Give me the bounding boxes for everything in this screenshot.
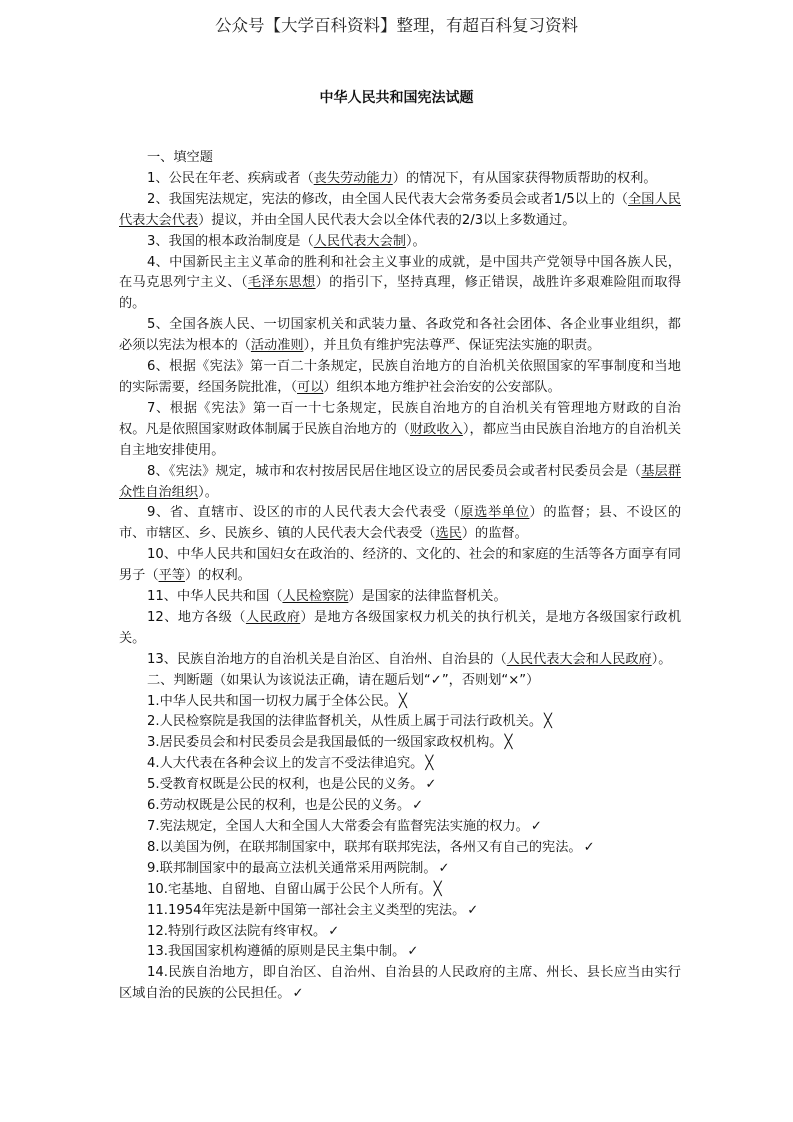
fill-question-list bbox=[119, 169, 681, 671]
question-text: ）。 bbox=[651, 651, 672, 667]
fill-question bbox=[119, 232, 681, 253]
fill-question bbox=[119, 357, 681, 399]
fill-question bbox=[119, 587, 681, 608]
answer-underlined: 毛泽东思想 bbox=[247, 275, 316, 291]
judge-statement: 11.1954年宪法是新中国第一部社会主义类型的宪法。 bbox=[147, 902, 466, 918]
answer-underlined: 活动准则 bbox=[250, 338, 304, 354]
judge-question bbox=[119, 692, 681, 713]
question-text: ）组织本地方维护社会治安的公安部队。 bbox=[323, 379, 561, 395]
fill-question bbox=[119, 169, 681, 190]
question-text: 12、地方各级（ bbox=[147, 609, 246, 625]
judge-question bbox=[119, 942, 681, 963]
fill-question bbox=[119, 545, 681, 587]
check-mark-icon: ✓ bbox=[407, 944, 419, 960]
answer-underlined: 基层群众性自治组织 bbox=[119, 463, 682, 500]
cross-mark-icon: ╳ bbox=[544, 714, 552, 730]
cross-mark-icon: ╳ bbox=[433, 881, 442, 897]
question-text: ）的监督。 bbox=[461, 526, 528, 542]
judge-statement: 8.以美国为例，在联邦制国家中，联邦有联邦宪法，各州又有自己的宪法。 bbox=[147, 839, 582, 855]
judge-question bbox=[119, 817, 681, 838]
question-text: 13、民族自治地方的自治机关是自治区、自治州、自治县的（ bbox=[147, 651, 507, 667]
section-heading-fill: 一、填空题 bbox=[147, 150, 213, 165]
judge-question bbox=[119, 775, 681, 796]
answer-underlined: 财政收入 bbox=[409, 421, 463, 437]
question-text: ）是国家的法律监督机关。 bbox=[348, 589, 507, 605]
question-text: ）的权利。 bbox=[184, 568, 251, 584]
question-text: ）的情况下，有从国家获得物质帮助的权利。 bbox=[392, 170, 657, 186]
question-text: 11、中华人民共和国（ bbox=[147, 589, 283, 605]
question-text: ），并且负有维护宪法尊严、保证宪法实施的职责。 bbox=[303, 338, 601, 354]
cross-mark-icon: ╳ bbox=[504, 735, 513, 751]
judge-question bbox=[119, 880, 681, 901]
judge-statement: 2.人民检察院是我国的法律监督机关，从性质上属于司法行政机关。 bbox=[147, 714, 543, 730]
question-text: ）。 bbox=[405, 233, 426, 249]
fill-question bbox=[119, 253, 681, 316]
fill-question bbox=[119, 503, 681, 545]
fill-question bbox=[119, 650, 681, 671]
check-mark-icon: ✓ bbox=[412, 798, 424, 814]
judge-question bbox=[119, 754, 681, 775]
judge-statement: 3.居民委员会和村民委员会是我国最低的一级国家政权机构。 bbox=[147, 735, 503, 751]
check-mark-icon: ✓ bbox=[467, 902, 479, 918]
judge-question bbox=[119, 838, 681, 859]
question-text: 8、《宪法》规定，城市和农村按居民居住地区设立的居民委员会或者村民委员会是（ bbox=[147, 463, 642, 479]
judge-question bbox=[119, 859, 681, 880]
page-header: 公众号【大学百科资料】整理，有超百科复习资料 bbox=[215, 16, 578, 35]
question-text: 4、中国新民主主义革命的胜利和社会主义事业的成就，是中国共产党领导中国各族人民，在马克思列宁主义、（ bbox=[119, 254, 681, 291]
section-heading-judge: 二、判断题（如果认为该说法正确，请在题后划“✓”，否则划“×”） bbox=[147, 672, 540, 688]
check-mark-icon: ✓ bbox=[328, 923, 340, 939]
judge-statement: 6.劳动权既是公民的权利，也是公民的义务。 bbox=[147, 798, 411, 814]
check-mark-icon: ✓ bbox=[530, 819, 542, 834]
judge-question bbox=[119, 712, 681, 733]
answer-underlined: 丧失劳动能力 bbox=[313, 170, 393, 186]
judge-statement: 9.联邦制国家中的最高立法机关通常采用两院制。 bbox=[147, 860, 437, 876]
judge-statement: 12.特别行政区法院有终审权。 bbox=[147, 923, 327, 939]
fill-question bbox=[119, 399, 681, 462]
check-mark-icon: ✓ bbox=[425, 777, 437, 793]
answer-underlined: 人民检察院 bbox=[282, 589, 349, 605]
question-text: 5、全国各族人民、一切国家机关和武装力量、各政党和各社会团体、各企业事业组织，都必须以宪法为根本的（ bbox=[119, 317, 681, 354]
question-text: ）的监督；县、不设区的市、市辖区、乡、民族乡、镇的人民代表大会代表受（ bbox=[119, 505, 682, 542]
question-text: 6、根据《宪法》第一百二十条规定，民族自治地方的自治机关依照国家的军事制度和当地的实际需要，经国务院批准，（ bbox=[119, 359, 681, 395]
document-body bbox=[119, 148, 681, 1005]
answer-underlined: 平等 bbox=[158, 568, 185, 584]
cross-mark-icon: ╳ bbox=[398, 693, 407, 709]
judge-statement: 1.中华人民共和国一切权力属于全体公民。 bbox=[147, 693, 397, 709]
page-title: 中华人民共和国宪法试题 bbox=[319, 90, 474, 106]
judge-statement: 10.宅基地、自留地、自留山属于公民个人所有。 bbox=[147, 881, 432, 897]
question-text: 10、中华人民共和国妇女在政治的、经济的、文化的、社会的和家庭的生活等各方面享有同男子（ bbox=[119, 547, 681, 584]
question-text: 9、省、直辖市、设区的市的人民代表大会代表受（ bbox=[147, 505, 461, 521]
question-text: 1、公民在年老、疾病或者（ bbox=[147, 170, 314, 186]
question-text: 7、根据《宪法》第一百一十七条规定，民族自治地方的自治机关有管理地方财政的自治权。凡是依照国家财政体制属于民族自治地方的（ bbox=[119, 400, 681, 437]
judge-statement: 4.人大代表在各种会议上的发言不受法律追究。 bbox=[147, 756, 424, 772]
check-mark-icon: ✓ bbox=[438, 860, 450, 876]
judge-question bbox=[119, 901, 681, 922]
question-text: ）的指引下，坚持真理，修正错误，战胜许多艰难险阻而取得的。 bbox=[119, 275, 682, 312]
fill-question bbox=[119, 315, 681, 357]
check-mark-icon: ✓ bbox=[583, 839, 595, 855]
judge-question bbox=[119, 963, 681, 1005]
judge-question bbox=[119, 733, 681, 754]
fill-question bbox=[119, 190, 681, 232]
question-text: ）。 bbox=[198, 484, 218, 500]
judge-statement: 5.受教育权既是公民的权利，也是公民的义务。 bbox=[147, 777, 424, 793]
cross-mark-icon: ╳ bbox=[425, 756, 434, 772]
answer-underlined: 选民 bbox=[435, 526, 462, 542]
question-text: ）是地方各级国家权力机关的执行机关，是地方各级国家行政机关。 bbox=[119, 609, 682, 646]
judge-question-list bbox=[119, 692, 681, 1006]
answer-underlined: 人民政府 bbox=[245, 609, 301, 625]
fill-question bbox=[119, 608, 681, 650]
judge-question bbox=[119, 796, 681, 817]
fill-question bbox=[119, 462, 681, 504]
judge-statement: 7.宪法规定，全国人大和全国人大常委会有监督宪法实施的权力。 bbox=[147, 819, 529, 834]
judge-statement: 13.我国国家机构遵循的原则是民主集中制。 bbox=[147, 944, 406, 960]
question-text: 2、我国宪法规定，宪法的修改，由全国人民代表大会常务委员会或者1/5以上的（ bbox=[147, 191, 628, 207]
question-text: ），都应当由民族自治地方的自治机关自主地安排使用。 bbox=[119, 421, 682, 458]
answer-underlined: 可以 bbox=[297, 379, 324, 395]
judge-question bbox=[119, 922, 681, 943]
check-mark-icon: ✓ bbox=[292, 986, 304, 1002]
judge-statement: 14.民族自治地方，即自治区、自治州、自治县的人民政府的主席、州长、县长应当由实行区域自治的民族的公民担任。 bbox=[119, 965, 681, 1002]
question-text: ）提议，并由全国人民代表大会以全体代表的2/3以上多数通过。 bbox=[198, 212, 576, 228]
answer-underlined: 人民代表大会制 bbox=[313, 233, 406, 249]
question-text: 3、我国的根本政治制度是（ bbox=[147, 233, 314, 249]
answer-underlined: 全国人民代表大会代表 bbox=[119, 191, 681, 228]
answer-underlined: 人民代表大会和人民政府 bbox=[506, 651, 652, 667]
answer-underlined: 原选举单位 bbox=[460, 505, 530, 521]
